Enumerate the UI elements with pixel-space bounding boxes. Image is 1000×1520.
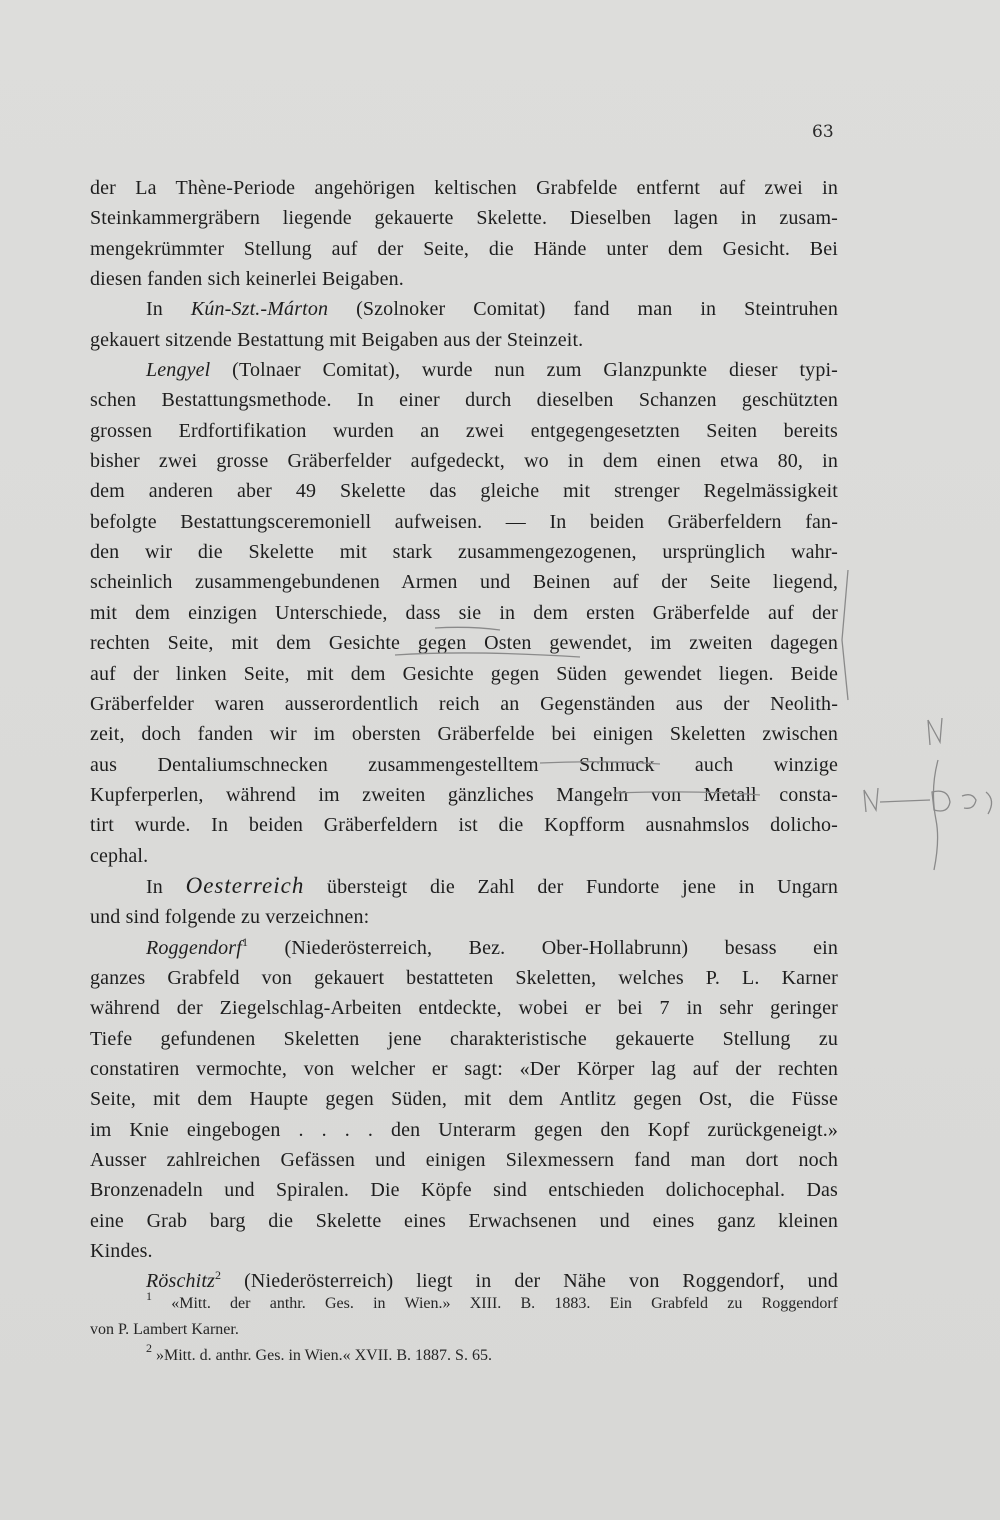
text-line: Kindes.	[90, 1240, 153, 1263]
footnote-1-continued: von P. Lambert Karner.	[90, 1321, 239, 1338]
text-line: Tiefe gefundenen Skeletten jene charakteristische gekauerte Stellung zu	[90, 1027, 838, 1050]
text-fragment: In	[146, 875, 186, 898]
text-line: aus Dentaliumschnecken zusammengestelltem Schmuck auch winzige	[90, 753, 838, 776]
text-line: Gräberfelder waren ausserordentlich reich an Gegenständen aus der Neolith-	[90, 692, 838, 715]
text-line: diesen fanden sich keinerlei Beigaben.	[90, 268, 404, 291]
text-line: während der Ziegelschlag-Arbeiten entdeckte, wobei er bei 7 in sehr geringer	[90, 997, 838, 1020]
text-fragment: (Szolnoker Comitat) fand man in Steintruhen	[328, 298, 838, 321]
text-line: Bronzenadeln und Spiralen. Die Köpfe sind entschieden dolichocephal. Das	[90, 1179, 838, 1202]
text-line: gekauert sitzende Bestattung mit Beigaben aus der Steinzeit.	[90, 328, 584, 351]
text-line: den wir die Skelette mit stark zusammengezogenen, ursprünglich wahr-	[90, 541, 838, 564]
text-line: scheinlich zusammengebundenen Armen und Beinen auf der Seite liegend,	[90, 571, 838, 594]
pencil-sketch	[850, 700, 1000, 900]
text-fragment: (Niederösterreich, Bez. Ober-Hollabrunn) besass ein	[248, 936, 838, 959]
text-line: befolgte Bestattungsceremoniell aufweisen. — In beiden Gräberfeldern fan-	[90, 510, 838, 533]
text-line: im Knie eingebogen . . . . den Unterarm gegen den Kopf zurückgeneigt.»	[90, 1118, 838, 1141]
text-line: grossen Erdfortifikation wurden an zwei entgegengesetzten Seiten bereits	[90, 419, 838, 442]
text-line: mengekrümmter Stellung auf der Seite, die Hände unter dem Gesicht. Bei	[90, 237, 838, 260]
text-line: und sind folgende zu verzeichnen:	[90, 906, 370, 929]
text-line: Steinkammergräbern liegende gekauerte Skelette. Dieselben lagen in zusam-	[90, 207, 838, 230]
text-line: bisher zwei grosse Gräberfelder aufgedeckt, wo in dem einen etwa 80, in	[90, 450, 838, 473]
text-line: Ausser zahlreichen Gefässen und einigen Silexmessern fand man dort noch	[90, 1149, 838, 1171]
footnote-ref: 2	[214, 1268, 222, 1283]
text-line: cephal.	[90, 844, 149, 867]
text-line: schen Bestattungsmethode. In einer durch dieselben Schanzen geschützten	[90, 389, 838, 412]
text-line: auf der linken Seite, mit dem Gesichte gegen Süden gewendet liegen. Beide	[90, 662, 838, 685]
footnote-text: »Mitt. d. anthr. Ges. in Wien.« XVII. B. 1887. S. 65.	[156, 1347, 492, 1364]
place-name: Röschitz	[146, 1270, 215, 1293]
text-line: tirt wurde. In beiden Gräberfeldern ist die Kopfform ausnahmslos dolicho-	[90, 814, 838, 837]
text-line: Seite, mit dem Haupte gegen Süden, mit dem Antlitz gegen Ost, die Füsse	[90, 1088, 838, 1111]
page-number: 63	[812, 122, 834, 142]
text-line: Kupferperlen, während im zweiten gänzliches Mangeln von Metall consta-	[90, 783, 838, 806]
text-line: ganzes Grabfeld von gekauert bestatteten Skeletten, welches P. L. Karner	[90, 966, 838, 989]
text-line: mit dem einzigen Unterschiede, dass sie in dem ersten Gräberfelde auf der	[90, 601, 838, 624]
text-fragment: übersteigt die Zahl der Fundorte jene in Ungarn	[304, 875, 838, 898]
footnote-text: «Mitt. der anthr. Ges. in Wien.» XIII. B. 1883. Ein Grabfeld zu Roggendorf	[171, 1295, 839, 1312]
text-line: zeit, doch fanden wir im obersten Gräberfelde bei einigen Skeletten zwischen	[90, 723, 838, 746]
place-name: Kún-Szt.-Márton	[190, 298, 329, 321]
margin-annotation	[850, 700, 1000, 900]
text-line: eine Grab barg die Skelette eines Erwachsenen und eines ganz kleinen	[90, 1209, 838, 1232]
text-line: der La Thène-Periode angehörigen keltischen Grabfelde entfernt auf zwei in	[90, 177, 838, 199]
text-line: rechten Seite, mit dem Gesichte gegen Osten gewendet, im zweiten dagegen	[90, 632, 838, 655]
text-line: dem anderen aber 49 Skelette das gleiche mit strenger Regelmässigkeit	[90, 480, 838, 503]
footnote-mark: 1	[146, 1289, 152, 1303]
footnote-mark: 2	[146, 1341, 152, 1355]
text-fragment: (Niederösterreich) liegt in der Nähe von Roggendorf, und	[221, 1270, 838, 1293]
country-name: Oesterreich	[185, 872, 305, 898]
place-name: Lengyel	[146, 359, 211, 382]
place-name: Roggendorf	[146, 936, 242, 959]
text-fragment: In	[146, 298, 191, 321]
text-fragment: (Tolnaer Comitat), wurde nun zum Glanzpunkte dieser typi-	[210, 359, 838, 382]
text-line: constatiren vermochte, von welcher er sagt: «Der Körper lag auf der rechten	[90, 1057, 838, 1080]
footnote-ref: 1	[241, 934, 249, 949]
